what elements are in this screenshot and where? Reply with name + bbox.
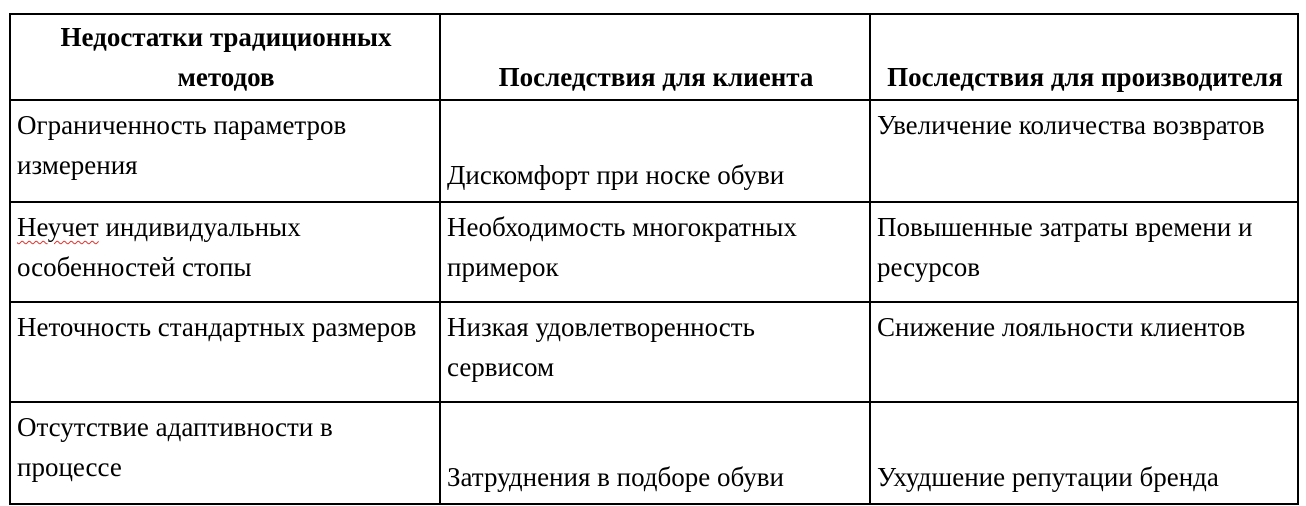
table-header-row: [10, 14, 1298, 100]
cell-drawback: Ограниченность параметров измерения: [10, 100, 440, 202]
cell-client: Дискомфорт при носке обуви: [440, 100, 870, 202]
table-container: [9, 13, 1299, 505]
cell-manufacturer: Повышенные затраты времени и ресурсов: [870, 202, 1298, 302]
cell-client: Низкая удовлетворенность сервисом: [440, 302, 870, 402]
cell-drawback: [10, 202, 440, 302]
cell-client: Необходимость многократных примерок: [440, 202, 870, 302]
table-row: [10, 100, 1298, 202]
cell-drawback: Отсутствие адаптивности в процессе: [10, 402, 440, 504]
cell-drawback-rest: индивидуальных особенностей стопы: [17, 212, 301, 282]
table-row: [10, 202, 1298, 302]
cell-drawback: Неточность стандартных размеров: [10, 302, 440, 402]
table-row: [10, 402, 1298, 504]
spellcheck-flagged-word: Неучет: [17, 212, 99, 242]
table-row: [10, 302, 1298, 402]
cell-manufacturer: Снижение лояльности клиентов: [870, 302, 1298, 402]
header-client-consequences: Последствия для клиента: [440, 14, 870, 100]
comparison-table: [9, 13, 1299, 505]
cell-client: Затруднения в подборе обуви: [440, 402, 870, 504]
cell-manufacturer: Ухудшение репутации бренда: [870, 402, 1298, 504]
cell-manufacturer: Увеличение количества возвратов: [870, 100, 1298, 202]
header-manufacturer-consequences: Последствия для производителя: [870, 14, 1298, 100]
header-drawbacks: Недостатки традиционных методов: [10, 14, 440, 100]
